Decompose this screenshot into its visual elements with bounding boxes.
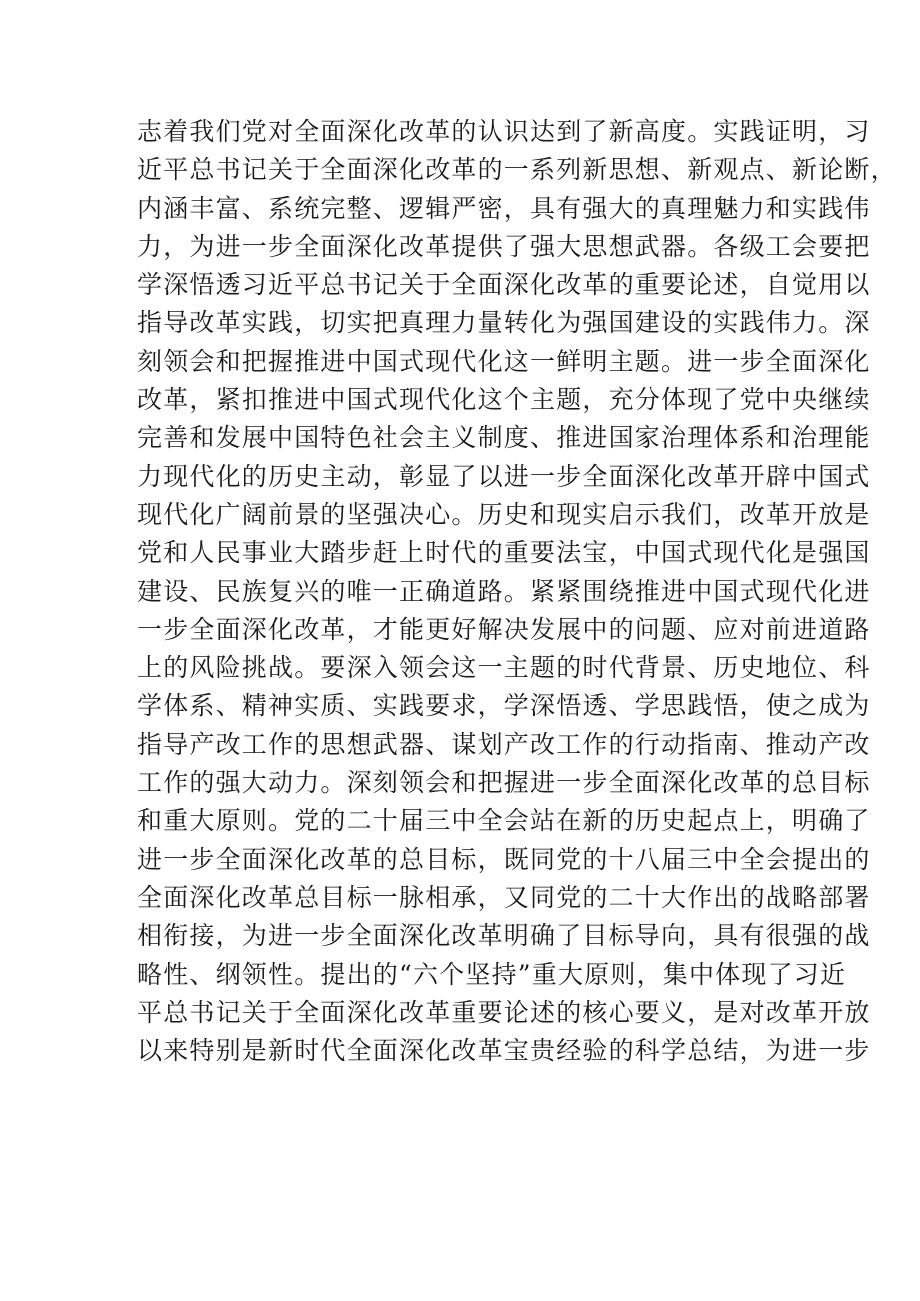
text-line-3: 内涵丰富、系统完整、逻辑严密，具有强大的真理魅力和实践伟 [137, 193, 871, 223]
text-line-14: 一步全面深化改革，才能更好解决发展中的问题、应对前进道路 [137, 614, 871, 644]
text-line-6: 指导改革实践，切实把真理力量转化为强国建设的实践伟力。深 [137, 308, 871, 338]
text-line-1: 志着我们党对全面深化改革的认识达到了新高度。实践证明，习 [137, 117, 871, 146]
text-line-18: 工作的强大动力。深刻领会和把握进一步全面深化改革的总目标 [137, 768, 871, 798]
text-line-2: 近平总书记关于全面深化改革的一系列新思想、新观点、新论断， [137, 155, 897, 185]
text-line-12: 党和人民事业大踏步赶上时代的重要法宝，中国式现代化是强国 [137, 538, 871, 568]
text-line-4: 力，为进一步全面深化改革提供了强大思想武器。各级工会要把 [137, 231, 871, 261]
text-line-21: 全面深化改革总目标一脉相承，又同党的二十大作出的战略部署 [137, 882, 871, 912]
text-line-11: 现代化广阔前景的坚强决心。历史和现实启示我们，改革开放是 [137, 499, 871, 529]
text-line-5: 学深悟透习近平总书记关于全面深化改革的重要论述，自觉用以 [137, 270, 871, 300]
text-line-10: 力现代化的历史主动，彰显了以进一步全面深化改革开辟中国式 [137, 461, 871, 491]
text-line-25: 以来特别是新时代全面深化改革宝贵经验的科学总结，为进一步 [137, 1036, 871, 1066]
text-line-7: 刻领会和把握推进中国式现代化这一鲜明主题。进一步全面深化 [137, 346, 871, 376]
text-line-13: 建设、民族复兴的唯一正确道路。紧紧围绕推进中国式现代化进 [137, 576, 871, 606]
text-line-15: 上的风险挑战。要深入领会这一主题的时代背景、历史地位、科 [137, 653, 871, 683]
text-line-24: 平总书记关于全面深化改革重要论述的核心要义，是对改革开放 [137, 997, 871, 1027]
text-line-22: 相衔接，为进一步全面深化改革明确了目标导向，具有很强的战 [137, 921, 871, 951]
body-text [137, 113, 897, 1070]
text-line-23: 略性、纲领性。提出的“六个坚持”重大原则，集中体现了习近 [137, 959, 847, 989]
text-line-17: 指导产改工作的思想武器、谋划产改工作的行动指南、推动产改 [137, 729, 871, 759]
text-line-19: 和重大原则。党的二十届三中全会站在新的历史起点上，明确了 [137, 806, 871, 836]
text-line-16: 学体系、精神实质、实践要求，学深悟透、学思践悟，使之成为 [137, 691, 871, 721]
text-line-8: 改革，紧扣推进中国式现代化这个主题，充分体现了党中央继续 [137, 385, 871, 415]
text-line-20: 进一步全面深化改革的总目标，既同党的十八届三中全会提出的 [137, 844, 871, 874]
text-line-9: 完善和发展中国特色社会主义制度、推进国家治理体系和治理能 [137, 423, 871, 453]
